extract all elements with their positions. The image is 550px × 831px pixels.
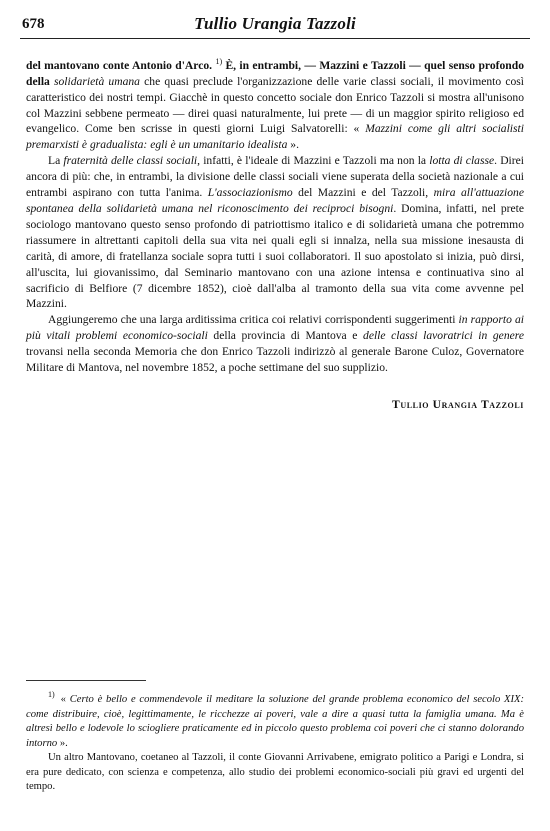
footnote-1: $^{1)}$ « Certo è bello e commendevole il meditare la soluzione del grande problema economico del secolo XIX: come distribuire, cioè, legittimamente, le ricchezze ai poveri, vale a dire a quasi tutta la famiglia umana. Ma è altresì bello e lodevole lo sciogliere praticamente ed in piccolo questo problema coi poveri che ci stanno dolorando intorno ». [26, 690, 524, 749]
footnote-ref[interactable]: 1) [215, 57, 223, 66]
footnote-marker: 1) [48, 690, 55, 700]
footnote-2: Un altro Mantovano, coetaneo al Tazzoli, il conte Giovanni Arrivabene, emigrato politico a Parigi e Londra, si era pure dedicato, con scienza e competenza, allo studio dei problemi economico-sociali più gravi ed urgenti del tempo. [26, 752, 524, 792]
running-head: Tullio Urangia Tazzoli [194, 14, 356, 33]
page-header [22, 10, 528, 36]
header-rule [20, 38, 530, 39]
paragraph-1: del mantovano conte Antonio d'Arco. $^{1)}$ È, in entrambi, — Mazzini e Tazzoli — quel senso profondo della solidarietà umana che quasi preclude l'organizzazione delle varie classi sociali, il movimento così caratteristico dei nostri tempi. Giacchè in questo concetto sociale don Enrico Tazzoli si mostra all'unisono col Mazzini sebbene permeato — direi quasi naturalmente, lui prete — di un maggior spirito religioso ed evangelico. Come ben scrisse in questi giorni Luigi Salvatorelli: « Mazzini come gli altri socialisti premarxisti è gradualista: egli è un umanitario idealista ». [26, 57, 525, 152]
paragraph-3: Aggiungeremo che una larga arditissima critica coi relativi corrispondenti suggerimenti in rapporto ai più vitali problemi economico-sociali della provincia di Mantova e delle classi lavoratrici in genere trovansi nella seconda Memoria che don Enrico Tazzoli indirizzò al generale Barone Culoz, Governatore Militare di Mantova, nel novembre 1852, a poche settimane del suo supplizio. [26, 313, 525, 375]
footnote-rule [26, 680, 146, 681]
footnotes [26, 690, 524, 795]
author-signature: Tullio Urangia Tazzoli [392, 398, 524, 411]
paragraph-2: La fraternità delle classi sociali, infatti, è l'ideale di Mazzini e Tazzoli ma non la lotta di classe. Direi ancora di più: che, in entrambi, la divisione delle classi sociali viene superata della società nazionale a cui entrambi aspirano con tutta l'anima. L'associazionismo del Mazzini e del Tazzoli, mira all'attuazione spontanea della solidarietà umana nel riconoscimento dei reciproci bisogni. Domina, infatti, nel prete sociologo mantovano questo senso profondo di patriottismo italico e di solidarietà umana che potremmo riassumere in altrettanti capitoli della sua vita nei quali egli si innalza, nella sua missione inesausta di carità, di amore, di fratellanza sociale sopra tutti i suoi collaboratori. Il suo apostolato si inizia, può dirsi, all'uscita, lui giovanissimo, dal Seminario mantovano con una azione intensa e continuativa sino al sacrificio di Belfiore (7 dicembre 1852), cioè dall'alba al tramonto della sua vita come avvenne pel Mazzini. [26, 154, 525, 311]
main-text [26, 54, 524, 376]
page-number: 678 [22, 16, 45, 32]
